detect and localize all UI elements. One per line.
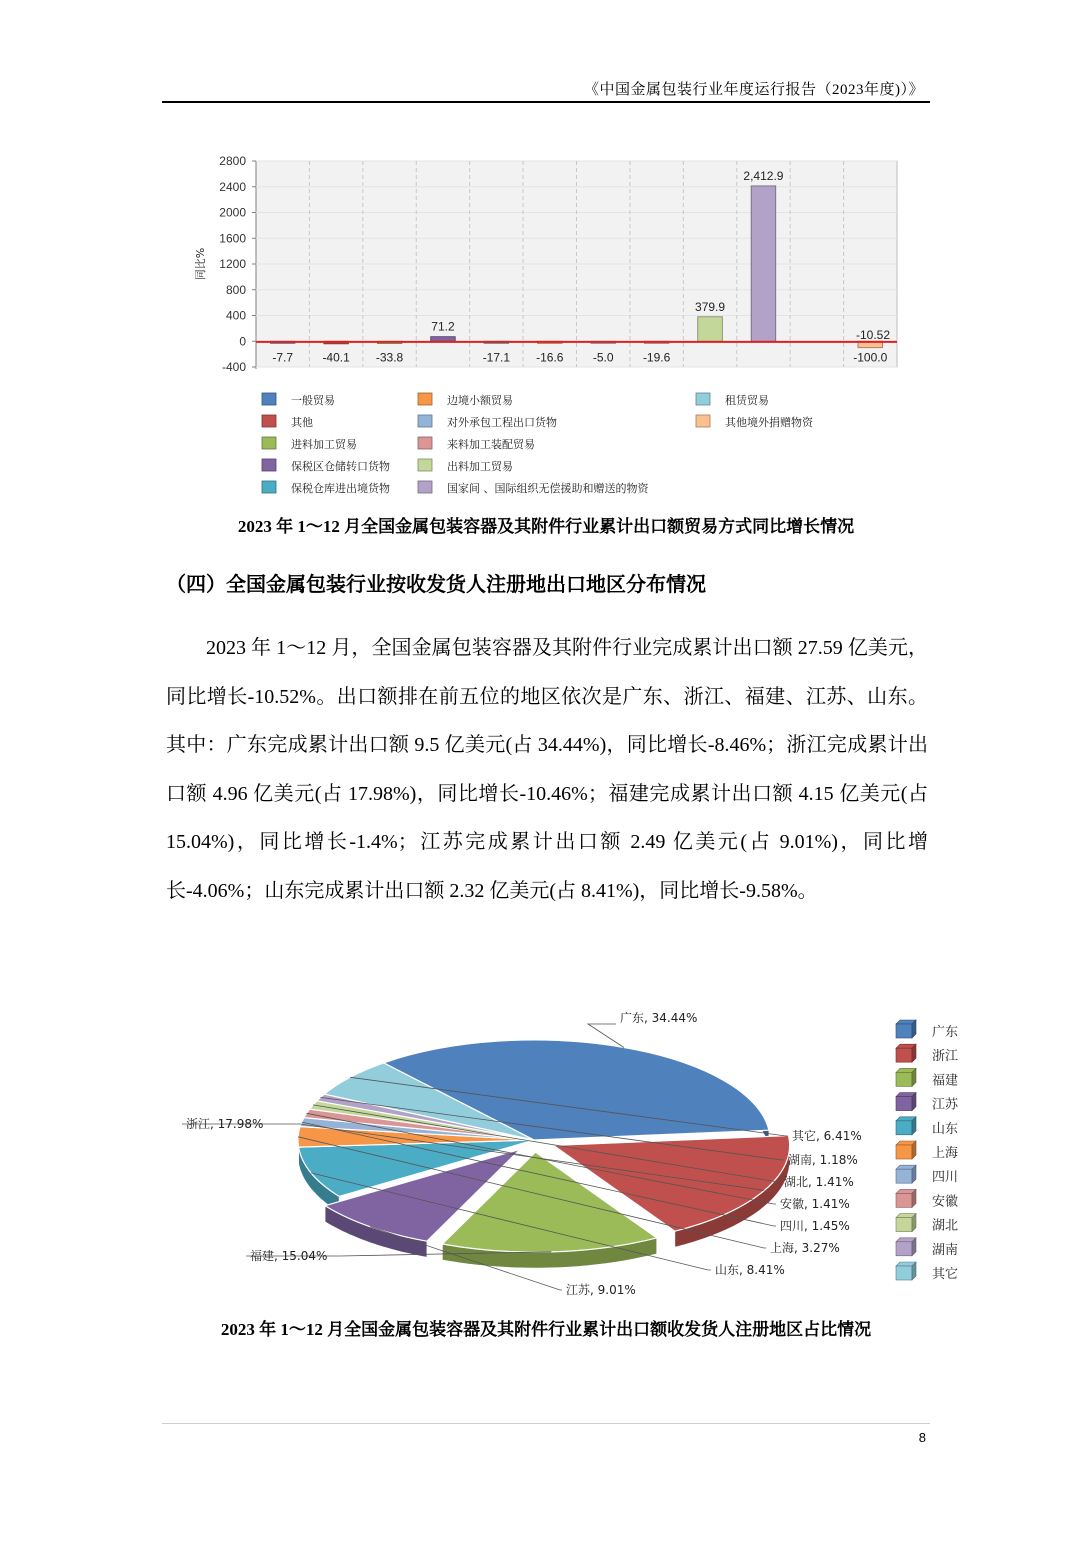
- pie-slice-label: 四川, 1.45%: [780, 1219, 850, 1233]
- y-tick-label: 1200: [219, 257, 246, 271]
- legend-swatch: [896, 1024, 912, 1038]
- legend-label: 租赁贸易: [725, 394, 769, 407]
- pie-slice-label: 福建, 15.04%: [250, 1249, 328, 1263]
- legend-label: 保税仓库进出境货物: [291, 482, 390, 495]
- legend-label: 江苏: [932, 1097, 959, 1113]
- figure1-caption: 2023 年 1～12 月全国金属包装容器及其附件行业累计出口额贸易方式同比增长情况: [237, 517, 855, 536]
- legend-swatch: [896, 1097, 912, 1111]
- legend-label: 湖北: [932, 1218, 959, 1234]
- y-tick-label: 0: [239, 334, 246, 349]
- pie-slice-label: 上海, 3.27%: [770, 1241, 840, 1255]
- section-paragraph: 2023 年 1～12 月，全国金属包装容器及其附件行业完成累计出口额 27.59 亿美元，同比增长-10.52%。出口额排在前五位的地区依次是广东、浙江、福建、江苏、山东。其中：广东完成累计出口额 9.5 亿美元(占 34.44%)，同比增长-8.46%；浙江完成累计出口额 4.96 亿美元(占 17.98%)，同比增长-10.46%；福建完成累计出口额 4.15 亿美元(占 15.04%)，同比增长-1.4%；江苏完成累计出口额 2.49 亿美元(占 9.01%)，同比增长-4.06%；山东完成累计出口额 2.32 亿美元(占 8.41%)，同比增长-9.58%。: [166, 637, 928, 902]
- bar-value-label: -40.1: [322, 350, 350, 365]
- y-tick-label: 2800: [219, 154, 246, 168]
- y-tick-label: -400: [221, 360, 246, 374]
- legend-swatch: [896, 1048, 912, 1062]
- legend-label: 其它: [932, 1267, 959, 1282]
- legend-label: 安徽: [932, 1194, 959, 1210]
- bar-value-label: 379.9: [695, 299, 726, 314]
- bar-value-label: -5.0: [592, 350, 614, 365]
- legend-swatch: [896, 1193, 912, 1207]
- legend-label: 其他境外捐赠物资: [725, 416, 813, 429]
- footer-rule: [162, 1423, 930, 1424]
- pie-slice-label: 江苏, 9.01%: [566, 1283, 636, 1297]
- pie-slice-label: 湖南, 1.18%: [788, 1153, 858, 1167]
- legend-swatch: [896, 1218, 912, 1232]
- legend-label: 边境小额贸易: [447, 394, 513, 407]
- pie-slice-label: 广东, 34.44%: [620, 1011, 698, 1025]
- pie-slice-label: 其它, 6.41%: [792, 1129, 862, 1143]
- pie-slice-label: 山东, 8.41%: [715, 1263, 785, 1277]
- page-number: 8: [918, 1430, 926, 1445]
- bar-value-label: -19.6: [642, 350, 671, 365]
- legend-swatch: [896, 1169, 912, 1183]
- legend-label: 浙江: [932, 1049, 959, 1065]
- bar-value-label: -7.7: [272, 350, 294, 365]
- legend-label: 对外承包工程出口货物: [447, 416, 557, 429]
- legend-label: 国家间 、国际组织无偿援助和赠送的物资: [447, 482, 649, 495]
- pie-slice-label: 湖北, 1.41%: [784, 1175, 854, 1189]
- bar-value-label: -16.6: [536, 350, 564, 365]
- bar-value-label: -33.8: [375, 350, 404, 365]
- document-header-title: 《中国金属包装行业年度运行报告（2023年度)）》: [584, 82, 924, 98]
- legend-label: 广东: [932, 1025, 959, 1040]
- legend-label: 保税区仓储转口货物: [291, 460, 390, 473]
- y-axis-label: 同比%: [194, 247, 207, 281]
- legend-swatch: [896, 1242, 912, 1256]
- legend-swatch: [896, 1072, 912, 1086]
- bar-value-label: 2,412.9: [743, 168, 784, 183]
- y-tick-label: 800: [225, 282, 246, 297]
- legend-label: 出料加工贸易: [447, 460, 513, 473]
- reference-line-label: -10.52: [855, 327, 891, 342]
- legend-swatch: [896, 1145, 912, 1159]
- legend-label: 一般贸易: [291, 394, 335, 407]
- y-tick-label: 2400: [219, 179, 246, 194]
- legend-label: 上海: [932, 1146, 959, 1161]
- legend-label: 福建: [932, 1073, 959, 1089]
- legend-label: 山东: [932, 1121, 959, 1137]
- figure2-caption: 2023 年 1～12 月全国金属包装容器及其附件行业累计出口额收发货人注册地区占比情况: [220, 1320, 872, 1339]
- section-heading: （四）全国金属包装行业按收发货人注册地出口地区分布情况: [166, 574, 706, 596]
- y-tick-label: 2000: [219, 205, 246, 220]
- pie-slice-label: 浙江, 17.98%: [186, 1117, 264, 1131]
- legend-swatch: [896, 1121, 912, 1135]
- bar-value-label: -17.1: [482, 350, 511, 365]
- legend-label: 进料加工贸易: [291, 438, 357, 451]
- legend-label: 湖南: [932, 1242, 959, 1258]
- legend-label: 其他: [291, 416, 313, 429]
- y-tick-label: 400: [225, 308, 246, 323]
- pie-slice-label: 安徽, 1.41%: [780, 1197, 850, 1211]
- y-tick-label: 1600: [219, 231, 246, 246]
- bar-value-label: 71.2: [431, 319, 455, 334]
- legend-label: 四川: [932, 1170, 959, 1186]
- legend-label: 来料加工装配贸易: [447, 438, 535, 451]
- bar-value-label: -100.0: [853, 350, 888, 365]
- legend-swatch: [896, 1266, 912, 1280]
